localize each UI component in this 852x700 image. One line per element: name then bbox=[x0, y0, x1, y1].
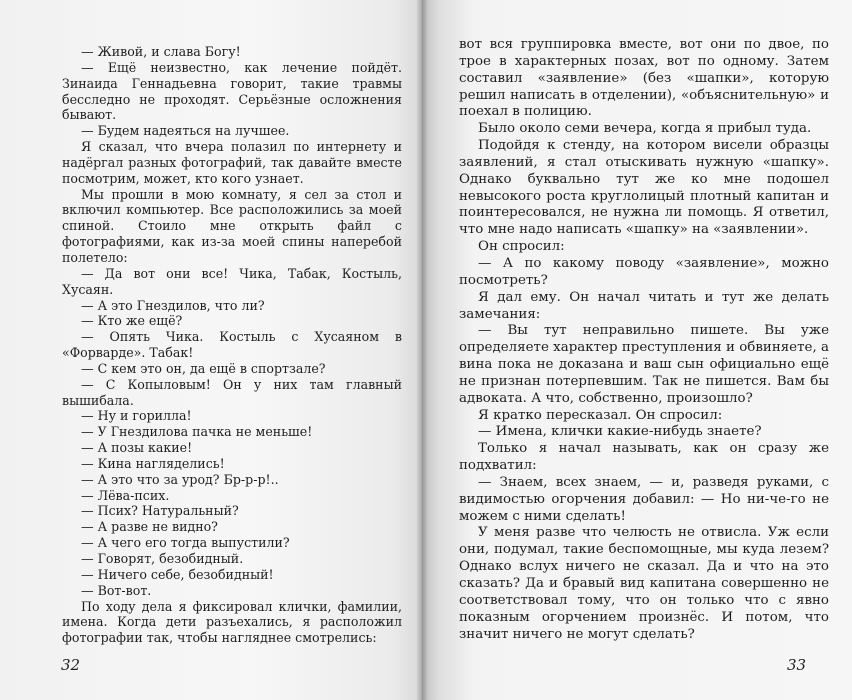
paragraph: — Ничего себе, безобидный! bbox=[81, 566, 274, 582]
book-spine-shadow bbox=[416, 0, 428, 700]
paragraph: По ходу дела я фиксировал клички, фамилии, имена. Когда дети разъехались, я расположил фотографии так, чтобы нагляднее смотрелись: bbox=[62, 598, 402, 646]
paragraph: — Ну и горилла! bbox=[81, 408, 192, 424]
paragraph: — Имена, клички какие-нибудь знаете? bbox=[478, 424, 762, 440]
paragraph: — Вот-вот. bbox=[81, 582, 152, 598]
paragraph: — Ещё неизвестно, как лечение пойдёт. Зинаида Геннадьевна говорит, такие травмы бесследно не проходят. Серьёзные осложнения бывают. bbox=[62, 59, 402, 123]
paragraph: — Да вот они все! Чика, Табак, Костыль, Хусаян. bbox=[62, 265, 402, 297]
paragraph: Он спросил: bbox=[478, 239, 565, 255]
paragraph: — Будем надеяться на лучшее. bbox=[81, 123, 290, 139]
right-page bbox=[422, 0, 852, 700]
left-page-text bbox=[62, 44, 402, 646]
paragraph: — Псих? Натуральный? bbox=[81, 503, 239, 519]
paragraph: Было около семи вечера, когда я прибыл туда. bbox=[478, 121, 812, 137]
paragraph: — С кем это он, да ещё в спортзале? bbox=[81, 360, 326, 376]
paragraph: — Кина нагляделись! bbox=[81, 455, 225, 471]
paragraph: — А по какому поводу «заявление», можно посмотреть? bbox=[459, 255, 829, 288]
paragraph: Подойдя к стенду, на котором висели образцы заявлений, я стал отыскивать нужную «шапку». Однако буквально тут же ко мне подошел невысокого роста круглолицый плотный капитан и поинтересовался, не нужна ли помощь. Я ответил, что мне надо написать «шапку» на «заявлении». bbox=[459, 138, 829, 238]
left-page bbox=[0, 0, 422, 700]
paragraph: — А разве не видно? bbox=[81, 519, 218, 535]
paragraph: — А позы какие! bbox=[81, 440, 193, 456]
paragraph: — А это Гнездилов, что ли? bbox=[81, 297, 265, 313]
paragraph: — Вы тут неправильно пишете. Вы уже определяете характер преступления и обвиняете, а вина пока не доказана и ваш сын официально ещё не признан потерпевшим. Так не пишется. Вам бы адвоката. А что, собственно, произошло? bbox=[459, 323, 829, 406]
paragraph: — А чего его тогда выпустили? bbox=[81, 535, 290, 551]
paragraph: — Лёва-псих. bbox=[81, 487, 170, 503]
paragraph: Я кратко пересказал. Он спросил: bbox=[478, 407, 723, 423]
paragraph: — Кто же ещё? bbox=[81, 313, 183, 329]
paragraph: — Опять Чика. Костыль с Хусаяном в «Форварде». Табак! bbox=[62, 329, 402, 361]
paragraph: Я сказал, что вчера полазил по интернету и надёргал разных фотографий, так давайте вместе посмотрим, может, кто кого узнает. bbox=[62, 139, 402, 186]
paragraph: — Говорят, безобидный. bbox=[81, 551, 244, 566]
page-number-left: 32 bbox=[61, 656, 81, 674]
paragraph: вот вся группировка вместе, вот они по двое, по трое в характерных позах, вот по одному. Затем составил «заявление» (без «шапки», которую решил написать в отделении), «объяснительную» и поехал в полицию. bbox=[459, 37, 829, 120]
paragraph: Только я начал называть, как он сразу же подхватил: bbox=[459, 441, 829, 474]
paragraph: У меня разве что челюсть не отвисла. Уж если они, подумал, такие беспомощные, мы куда лезем? Однако вслух ничего не сказал. Да и что на это сказать? Да и бравый вид капитана совершенно не соответствовал тому, что он только что с явно показным огорчением произнёс. И потом, что значит ничего не могут сделать? bbox=[459, 525, 829, 642]
paragraph: — С Копыловым! Он у них там главный вышибала. bbox=[62, 376, 402, 408]
paragraph: — Знаем, всех знаем, — и, разведя руками, с видимостью огорчения добавил: — Но ни-че-го не можем с ними сделать! bbox=[459, 474, 829, 524]
paragraph: — У Гнездилова пачка не меньше! bbox=[81, 424, 313, 440]
right-page-text bbox=[459, 37, 829, 643]
paragraph: — Живой, и слава Богу! bbox=[81, 44, 241, 59]
paragraph: Мы прошли в мою комнату, я сел за стол и включил компьютер. Все расположились за моей спиной. Стоило мне открыть файл с фотографиями, как из-за моей спины наперебой полетело: bbox=[62, 186, 402, 265]
paragraph: — А это что за урод? Бр-р-р!.. bbox=[81, 471, 279, 487]
page-number-right: 33 bbox=[787, 656, 807, 674]
paragraph: Я дал ему. Он начал читать и тут же делать замечания: bbox=[459, 289, 829, 322]
